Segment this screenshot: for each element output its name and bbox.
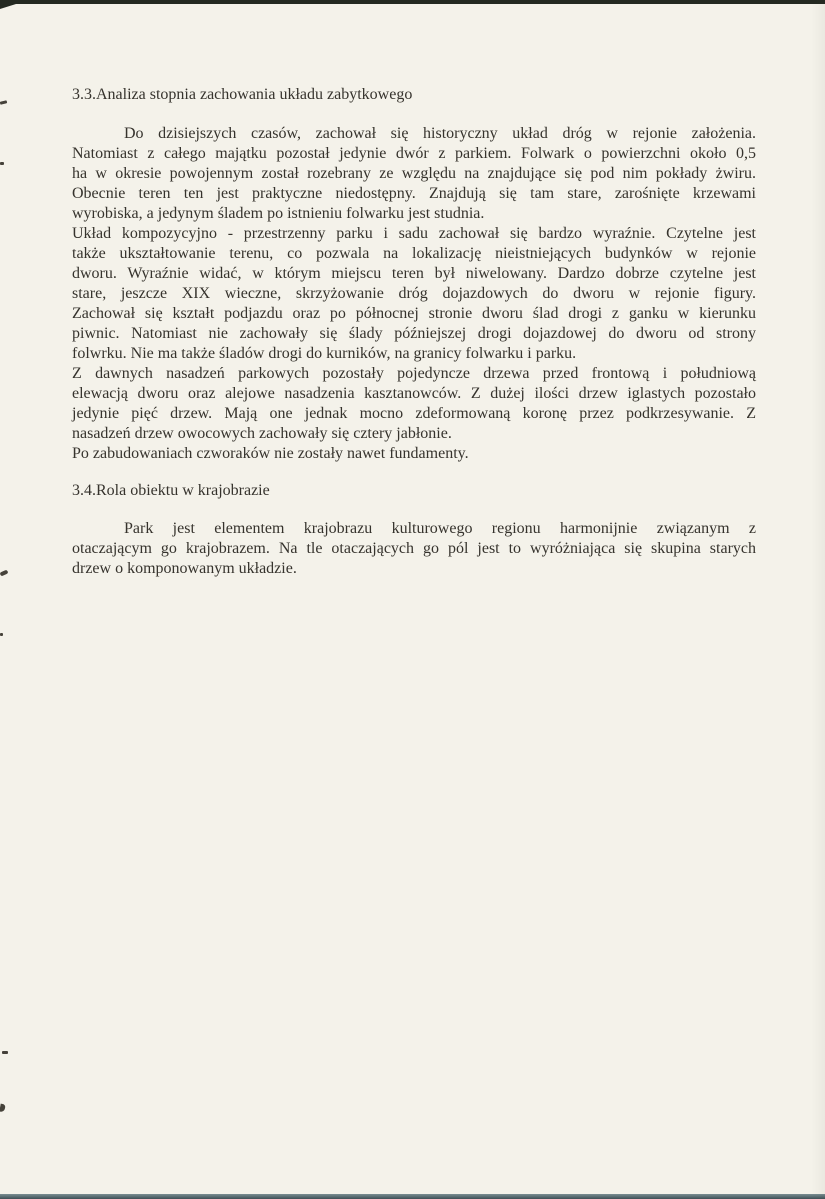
text-line: dworu. Wyraźnie widać, w którym miejscu teren był niwelowany. Dardzo dobrze czytelne jest bbox=[72, 265, 756, 282]
text-line: elewacją dworu oraz alejowe nasadzenia kasztanowców. Z dużej ilości drzew iglastych pozostało bbox=[72, 385, 756, 402]
text-line: nasadzeń drzew owocowych zachowały się cztery jabłonie. bbox=[72, 425, 452, 442]
text-line: ha w okresie powojennym został rozebrany ze względu na znajdujące się pod nim pokłady żwiru. bbox=[72, 165, 756, 182]
scan-artifact bbox=[0, 100, 7, 105]
text-line: Zachował się kształt podjazdu oraz po północnej stronie dworu ślad drogi z ganku w kierunku bbox=[72, 305, 756, 322]
text-line: stare, jeszcze XIX wieczne, skrzyżowanie dróg dojazdowych do dworu w rejonie figury. bbox=[72, 285, 756, 302]
paragraph bbox=[72, 224, 756, 364]
paragraph bbox=[72, 124, 756, 224]
section-heading: 3.3.Analiza stopnia zachowania układu zabytkowego bbox=[72, 86, 413, 103]
text-line: drzew o komponowanym układzie. bbox=[72, 560, 297, 577]
text-line: Do dzisiejszych czasów, zachował się historyczny układ dróg w rejonie założenia. bbox=[124, 125, 756, 142]
document-section bbox=[72, 481, 756, 579]
paragraph bbox=[72, 519, 756, 579]
text-line: także ukształtowanie terenu, co pozwala na lokalizację nieistniejących budynków w rejonie bbox=[72, 245, 756, 262]
scan-corner-top-left bbox=[0, 4, 16, 9]
section-heading: 3.4.Rola obiektu w krajobrazie bbox=[72, 482, 270, 499]
text-line: otaczającym go krajobrazem. Na tle otaczających go pól jest to wyróżniająca się skupina starych bbox=[72, 540, 756, 557]
text-line: folwrku. Nie ma także śladów drogi do kurników, na granicy folwarku i parku. bbox=[72, 345, 577, 362]
text-line: Obecnie teren ten jest praktyczne niedostępny. Znajdują się tam stare, zarośnięte krzewami bbox=[72, 185, 756, 202]
text-line: Park jest elementem krajobrazu kulturowego regionu harmonijnie związanym z bbox=[124, 520, 756, 537]
scan-edge-bottom bbox=[0, 1194, 825, 1199]
paragraph bbox=[72, 444, 756, 464]
text-line: Z dawnych nasadzeń parkowych pozostały pojedyncze drzewa przed frontową i południową bbox=[72, 365, 756, 382]
text-line: Układ kompozycyjno - przestrzenny parku i sadu zachował się bardzo wyraźnie. Czytelne jest bbox=[72, 225, 756, 242]
scan-artifact bbox=[2, 1051, 8, 1054]
scan-artifact bbox=[0, 162, 4, 165]
scan-artifact bbox=[0, 1104, 6, 1113]
text-line: piwnic. Natomiast nie zachowały się ślady późniejszej drogi dojazdowej do dworu od strony bbox=[72, 325, 756, 342]
text-line: jedynie pięć drzew. Mają one jednak mocno zdeformowaną koronę przez podkrzesywanie. Z bbox=[72, 405, 756, 422]
text-line: Po zabudowaniach czworaków nie zostały nawet fundamenty. bbox=[72, 445, 469, 462]
scan-edge-top bbox=[0, 0, 825, 4]
text-line: Natomiast z całego majątku pozostał jedynie dwór z parkiem. Folwark o powierzchni około 0,5 bbox=[72, 145, 756, 162]
document-section bbox=[72, 85, 756, 464]
document-content bbox=[72, 85, 756, 579]
scan-artifact bbox=[0, 633, 3, 636]
scan-edge-right-shade bbox=[811, 0, 825, 1199]
scan-artifact bbox=[0, 570, 8, 577]
text-line: wyrobiska, a jedynym śladem po istnieniu folwarku jest studnia. bbox=[72, 205, 485, 222]
paragraph bbox=[72, 364, 756, 444]
